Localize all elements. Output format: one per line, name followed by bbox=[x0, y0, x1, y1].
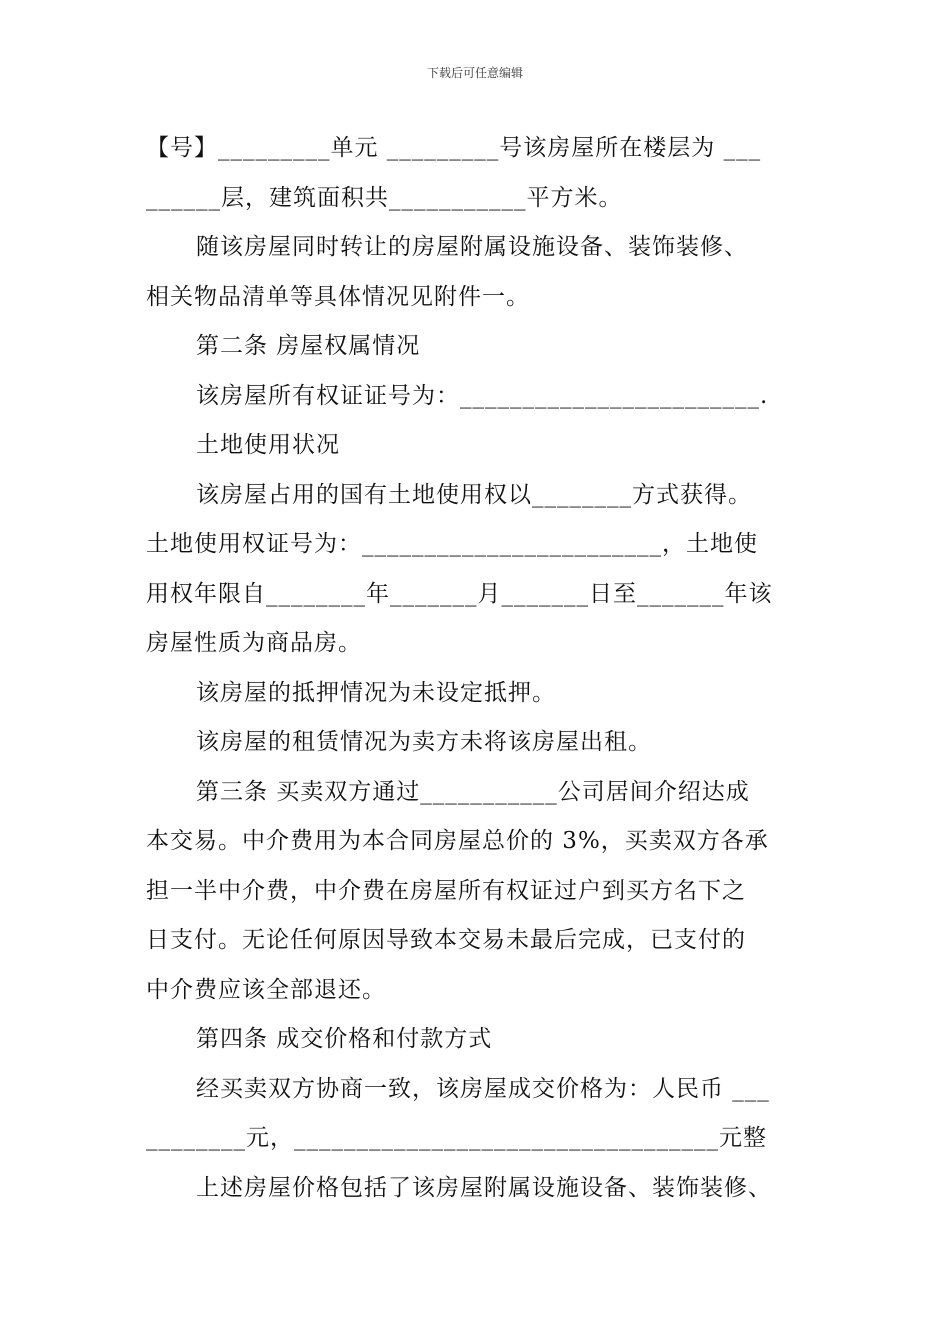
section-heading: 第二条 房屋权属情况 bbox=[196, 333, 421, 359]
text-line: 该房屋占用的国有土地使用权以________方式获得。 bbox=[196, 481, 752, 508]
text-line: 中介费应该全部退还。 bbox=[146, 976, 386, 1003]
text-line: 【号】_________单元 _________号该房屋所在楼层为 ___ bbox=[146, 135, 762, 161]
text-line: 该房屋的抵押情况为未设定抵押。 bbox=[196, 679, 556, 706]
text-line: 上述房屋价格包括了该房屋附属设施设备、装饰装修、 bbox=[196, 1174, 772, 1201]
text-line: 房屋性质为商品房。 bbox=[146, 630, 362, 656]
section-heading: 第四条 成交价格和付款方式 bbox=[196, 1026, 493, 1052]
text-line: 该房屋的租赁情况为卖方未将该房屋出租。 bbox=[196, 729, 652, 755]
text-line: 用权年限自________年_______月_______日至_______年该 bbox=[146, 580, 773, 607]
text-line: 土地使用权证号为：________________________，土地使 bbox=[146, 531, 758, 557]
text-line: 经买卖双方协商一致，该房屋成交价格为：人民币 ___ bbox=[196, 1075, 770, 1102]
text-line: 日支付。无论任何原因导致本交易未最后完成，已支付的 bbox=[146, 927, 746, 953]
text-line: ______层，建筑面积共___________平方米。 bbox=[146, 184, 623, 211]
text-line: 相关物品清单等具体情况见附件一。 bbox=[146, 283, 530, 310]
text-line: 该房屋所有权证证号为：________________________. bbox=[196, 382, 769, 409]
section-heading: 土地使用状况 bbox=[196, 432, 340, 458]
text-line: 担一半中介费，中介费在房屋所有权证过户到买方名下之 bbox=[146, 877, 746, 904]
section-heading: 第三条 买卖双方通过___________公司居间介绍达成 bbox=[196, 778, 750, 805]
text-line: ________元，__________________________________元整 bbox=[146, 1125, 767, 1151]
text-line: 随该房屋同时转让的房屋附属设施设备、装饰装修、 bbox=[196, 234, 748, 260]
page-header: 下载后可任意编辑 bbox=[426, 66, 523, 80]
document-body bbox=[146, 124, 806, 1213]
text-line: 本交易。中介费用为本合同房屋总价的 3%，买卖双方各承 bbox=[146, 828, 769, 854]
